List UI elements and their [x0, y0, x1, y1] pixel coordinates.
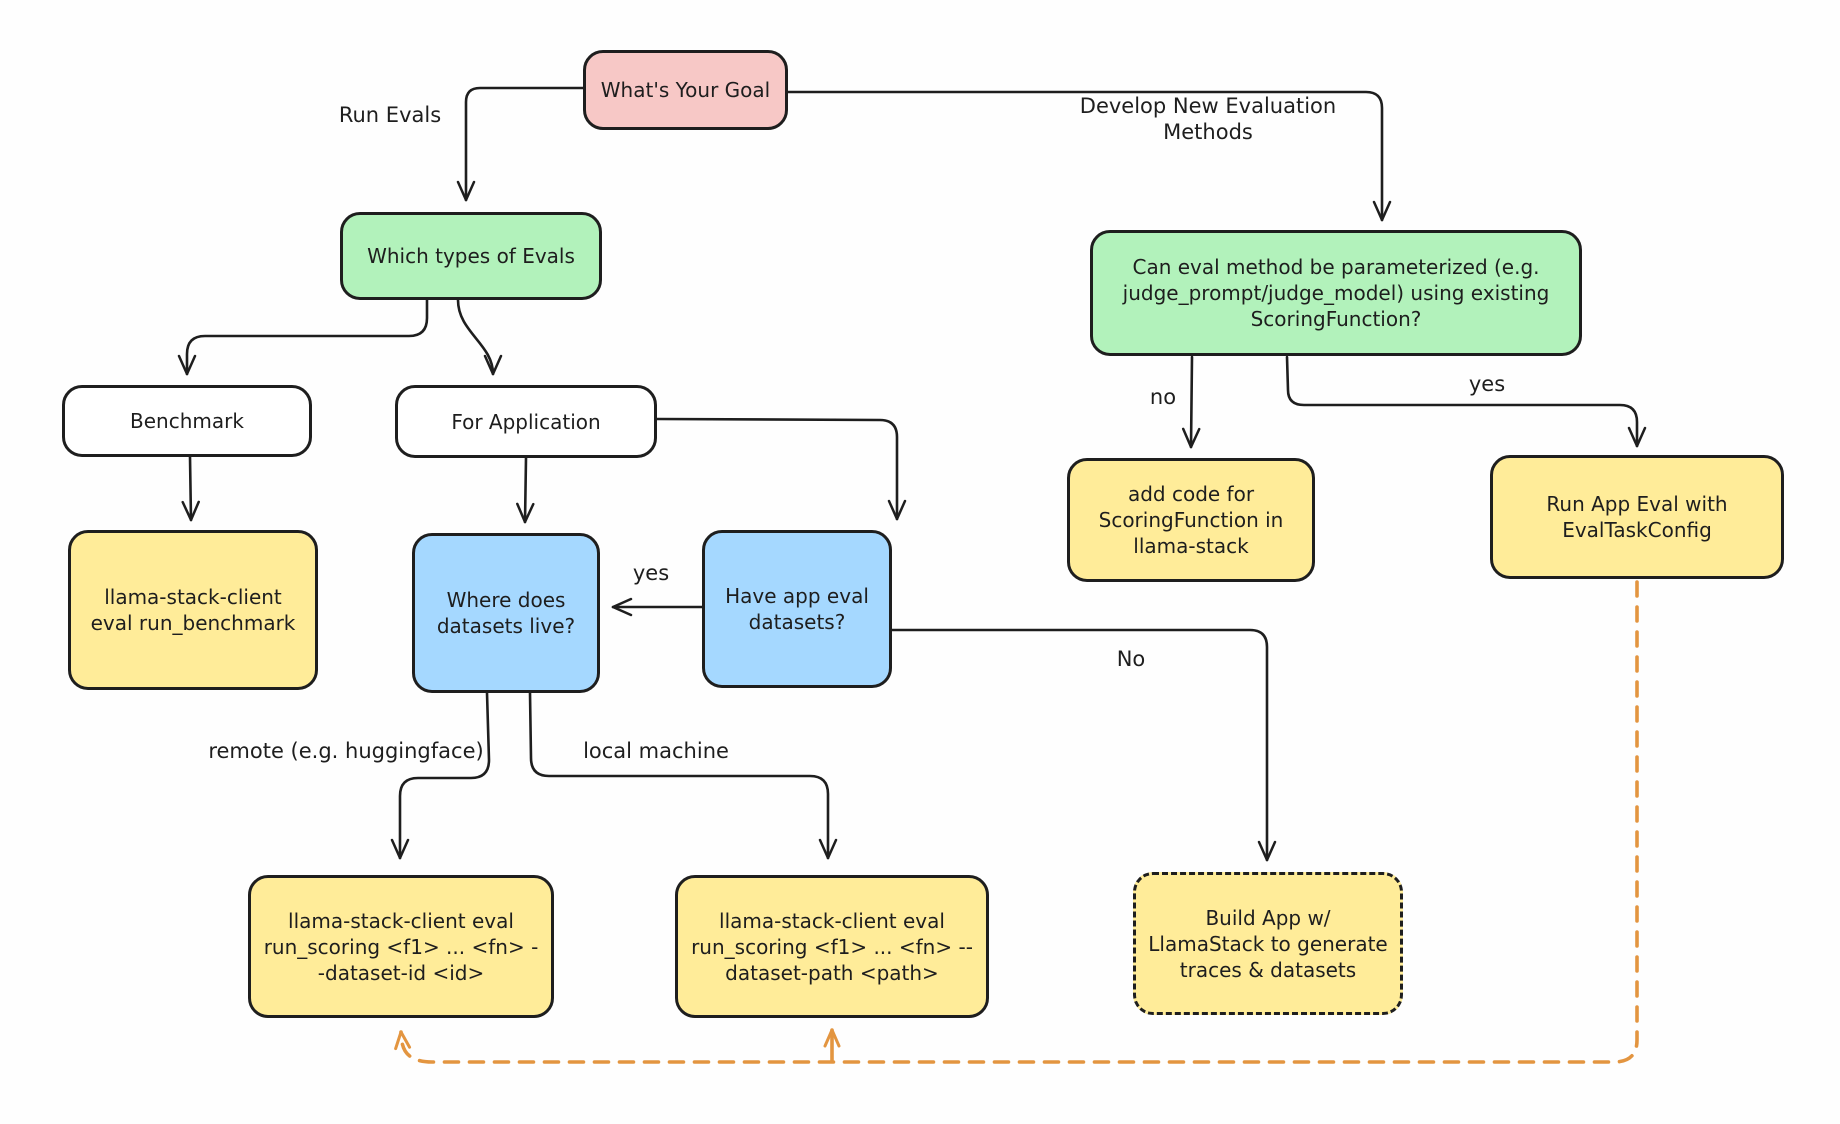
- node-where-datasets-live-label: Where does datasets live?: [436, 588, 576, 638]
- node-run-benchmark: [68, 530, 318, 690]
- edge-label-develop-new-evaluation-methods: Develop New Evaluation Methods: [1079, 94, 1337, 145]
- edge-label-no: no: [1149, 385, 1177, 409]
- edge-which-evals-to-benchmark: [187, 300, 427, 374]
- node-add-code-scoringfunction-label: add code for ScoringFunction in llama-stack: [1098, 482, 1284, 558]
- edge-which-evals-to-for-application: [458, 300, 493, 374]
- edge-label-run-evals: Run Evals: [338, 103, 442, 127]
- node-can-eval-method-label: Can eval method be parameterized (e.g. judge_prompt/judge_model) using existing ScoringFunction?: [1122, 255, 1550, 331]
- edge-have-datasets-no-to-build-app: [890, 630, 1267, 860]
- node-run-benchmark-label: llama-stack-client eval run_benchmark: [90, 585, 296, 635]
- node-build-app-llamastack: [1133, 872, 1403, 1015]
- node-have-app-eval-datasets-label: Have app eval datasets?: [725, 584, 869, 634]
- node-have-app-eval-datasets: [702, 530, 892, 688]
- node-run-scoring-dataset-path-label: llama-stack-client eval run_scoring <f1> ... <fn> --dataset-path <path>: [691, 908, 973, 985]
- node-run-scoring-dataset-id: [248, 875, 554, 1018]
- node-whats-your-goal: [583, 50, 788, 130]
- edge-can-eval-yes-to-run-app-eval: [1287, 357, 1637, 446]
- edge-label-yes-mid: yes: [632, 561, 670, 585]
- edge-can-eval-no-to-add-code: [1191, 357, 1192, 447]
- edge-label-local-machine: local machine: [583, 739, 729, 763]
- node-run-scoring-dataset-path: [675, 875, 989, 1018]
- edge-label-no-mid: No: [1116, 647, 1146, 671]
- node-add-code-scoringfunction: [1067, 458, 1315, 582]
- node-can-eval-method: [1090, 230, 1582, 356]
- edge-for-application-to-have-datasets: [657, 419, 897, 519]
- node-for-application-label: For Application: [451, 409, 601, 434]
- node-run-scoring-dataset-id-label: llama-stack-client eval run_scoring <f1> ... <fn> --dataset-id <id>: [263, 908, 539, 985]
- edge-where-datasets-local-to-run-scoring-path: [530, 693, 828, 858]
- edge-label-yes-right: yes: [1468, 372, 1506, 396]
- node-where-datasets-live: [412, 533, 600, 693]
- node-which-types-of-evals: [340, 212, 602, 300]
- edge-benchmark-to-run-benchmark: [190, 457, 191, 520]
- node-build-app-llamastack-label: Build App w/ LlamaStack to generate traces & datasets: [1148, 905, 1388, 982]
- edge-label-remote-huggingface: remote (e.g. huggingface): [208, 739, 484, 763]
- edge-where-datasets-remote-to-run-scoring-id: [400, 693, 489, 858]
- edge-goal-to-which-evals: [466, 88, 583, 200]
- node-benchmark-label: Benchmark: [130, 409, 244, 433]
- node-run-app-eval-label: Run App Eval with EvalTaskConfig: [1546, 492, 1728, 542]
- node-run-app-eval: [1490, 455, 1784, 579]
- node-for-application: [395, 385, 657, 458]
- node-which-types-of-evals-label: Which types of Evals: [367, 244, 575, 268]
- node-whats-your-goal-label: What's Your Goal: [600, 78, 771, 102]
- node-benchmark: [62, 385, 312, 457]
- edge-for-application-to-where-datasets: [525, 458, 526, 522]
